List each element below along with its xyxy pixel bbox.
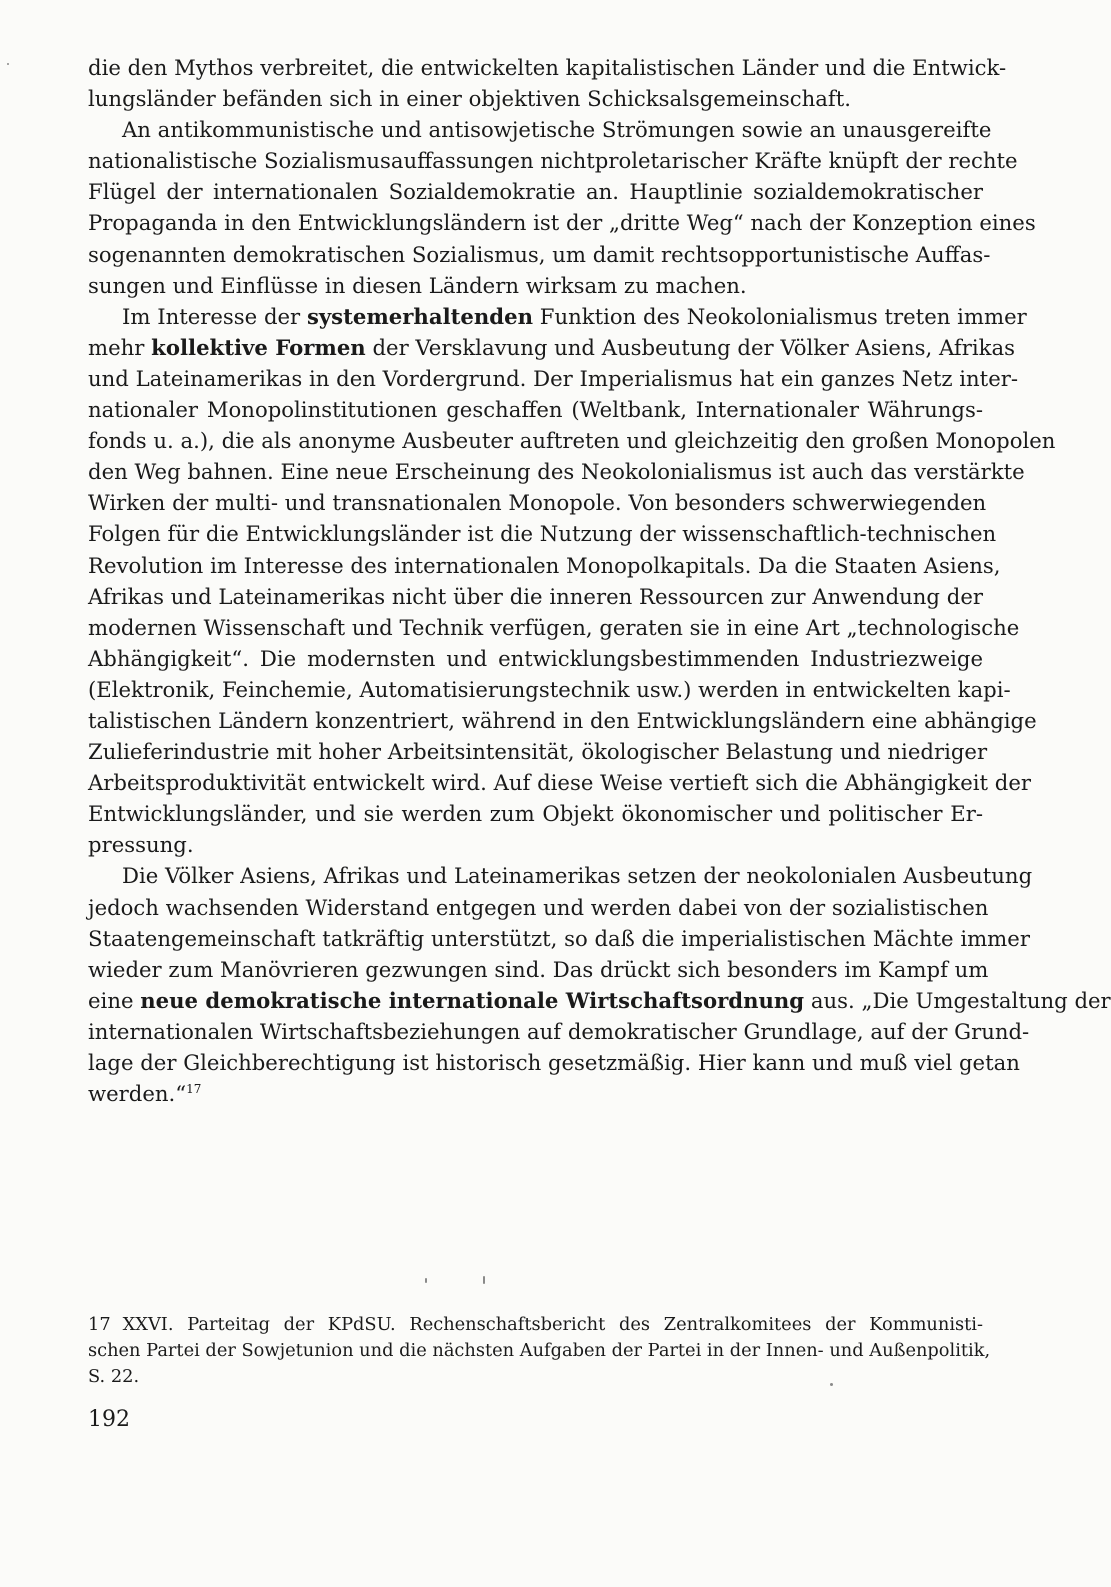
text-line: den Weg bahnen. Eine neue Erscheinung des Neokolonialismus ist auch das verstärkte	[88, 459, 1025, 485]
text-line: sogenannten demokratischen Sozialismus, um damit rechtsopportunistische Auffas-	[88, 241, 991, 267]
text-line: modernen Wissenschaft und Technik verfügen, geraten sie in eine Art „technologische	[88, 614, 1020, 640]
footnote-text: XXVI. Parteitag der KPdSU. Rechenschaftsbericht des Zentralkomitees der Kommunisti-	[122, 1314, 983, 1335]
scan-speck	[483, 1276, 485, 1284]
text-line: jedoch wachsenden Widerstand entgegen und werden dabei von der sozialistischen	[88, 894, 989, 920]
text-line	[88, 1078, 983, 1109]
text-line	[88, 985, 1111, 1016]
text-line	[88, 301, 1027, 332]
page-body	[88, 52, 1111, 1109]
text-line: Die Völker Asiens, Afrikas und Lateinamerikas setzen der neokolonialen Ausbeutung	[122, 863, 1033, 889]
footnote-reference: 17	[186, 1082, 202, 1097]
text-line: nationaler Monopolinstitutionen geschaffen (Weltbank, Internationaler Währungs-	[88, 397, 983, 423]
text-run: aus. „Die Umgestaltung der	[810, 987, 1111, 1013]
text-line: Revolution im Interesse des internationalen Monopolkapitals. Da die Staaten Asiens,	[88, 552, 1001, 578]
footnote-number: 17	[88, 1314, 111, 1335]
text-line: lungsländer befänden sich in einer objektiven Schicksalsgemeinschaft.	[88, 86, 852, 112]
text-line: Folgen für die Entwicklungsländer ist die Nutzung der wissenschaftlich-technischen	[88, 521, 997, 547]
paragraph	[88, 860, 1111, 1109]
text-line: pressung.	[88, 832, 194, 858]
footnote-line: S. 22.	[88, 1366, 140, 1387]
text-line: Staatengemeinschaft tatkräftig unterstützt, so daß die imperialistischen Mächte immer	[88, 925, 1030, 951]
footnote	[88, 1312, 991, 1390]
paragraph	[88, 301, 1056, 861]
footnote-line	[88, 1312, 983, 1338]
page-number: 192	[88, 1407, 130, 1432]
text-line: Wirken der multi- und transnationalen Monopole. Von besonders schwerwiegenden	[88, 490, 987, 516]
text-line: Abhängigkeit“. Die modernsten und entwicklungsbestimmenden Industriezweige	[88, 645, 983, 671]
paragraph	[88, 52, 1007, 114]
paragraph	[88, 114, 1036, 301]
text-run: eine	[88, 987, 134, 1013]
scan-speck	[425, 1278, 427, 1283]
emphasis-text: neue demokratische internationale Wirtschaftsordnung	[140, 987, 805, 1013]
emphasis-text: systemerhaltenden	[306, 303, 533, 329]
text-line: Propaganda in den Entwicklungsländern ist der „dritte Weg“ nach der Konzeption eines	[88, 210, 1036, 236]
text-run: werden.“	[88, 1081, 187, 1107]
footnote-line: schen Partei der Sowjetunion und die nächsten Aufgaben der Partei in der Innen- und Außenpolitik,	[88, 1340, 991, 1361]
text-line: internationalen Wirtschaftsbeziehungen auf demokratischer Grundlage, auf der Grund-	[88, 1018, 1030, 1044]
text-line: fonds u. a.), die als anonyme Ausbeuter auftreten und gleichzeitig den großen Monopolen	[88, 428, 1056, 454]
emphasis-text: kollektive Formen	[151, 334, 366, 360]
text-line: die den Mythos verbreitet, die entwickelten kapitalistischen Länder und die Entwick-	[88, 55, 1007, 80]
text-line: lage der Gleichberechtigung ist historisch gesetzmäßig. Hier kann und muß viel getan	[88, 1050, 1020, 1075]
text-line: wieder zum Manövrieren gezwungen sind. Das drückt sich besonders im Kampf um	[88, 956, 989, 982]
text-line: Flügel der internationalen Sozialdemokratie an. Hauptlinie sozialdemokratischer	[88, 179, 983, 205]
text-line: nationalistische Sozialismusauffassungen nichtproletarischer Kräfte knüpft der rechte	[88, 148, 1018, 174]
text-line: Entwicklungsländer, und sie werden zum Objekt ökonomischer und politischer Er-	[88, 801, 983, 827]
text-run: Funktion des Neokolonialismus treten immer	[539, 303, 1027, 329]
text-run: der Versklavung und Ausbeutung der Völker Asiens, Afrikas	[372, 334, 1015, 360]
text-line: Afrikas und Lateinamerikas nicht über die inneren Ressourcen zur Anwendung der	[88, 583, 983, 609]
text-run: mehr	[88, 334, 145, 360]
text-line: Arbeitsproduktivität entwickelt wird. Auf diese Weise vertieft sich die Abhängigkeit der	[88, 770, 1032, 796]
text-run: Im Interesse der	[122, 303, 301, 329]
text-line: und Lateinamerikas in den Vordergrund. Der Imperialismus hat ein ganzes Netz inter-	[88, 365, 1019, 391]
scan-speck	[830, 1383, 833, 1386]
text-line: talistischen Ländern konzentriert, während in den Entwicklungsländern eine abhängige	[88, 707, 1037, 733]
text-line: (Elektronik, Feinchemie, Automatisierungstechnik usw.) werden in entwickelten kapi-	[88, 676, 1011, 702]
text-line: sungen und Einflüsse in diesen Ländern wirksam zu machen.	[88, 272, 747, 298]
scan-speck	[7, 63, 9, 65]
text-line: Zulieferindustrie mit hoher Arbeitsintensität, ökologischer Belastung und niedriger	[88, 739, 988, 765]
text-line	[88, 332, 1015, 363]
text-line: An antikommunistische und antisowjetische Strömungen sowie an unausgereifte	[122, 117, 992, 143]
